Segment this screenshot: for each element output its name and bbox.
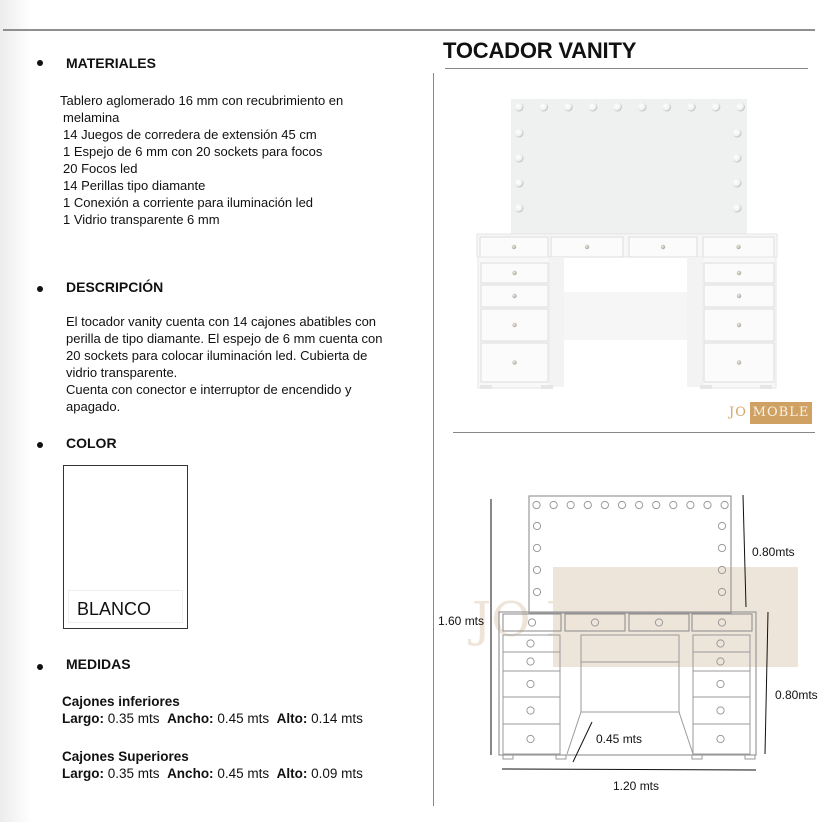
diagram-bulb bbox=[618, 501, 625, 508]
page-title: TOCADOR VANITY bbox=[443, 38, 637, 63]
diagram-drawer bbox=[503, 671, 560, 697]
diagram-drawer bbox=[503, 652, 560, 671]
alto-value: 0.09 mts bbox=[311, 766, 363, 781]
materials-line: 1 Espejo de 6 mm con 20 sockets para focos bbox=[63, 144, 323, 159]
description-line: 20 sockets para colocar iluminación led. Cubierta de bbox=[66, 348, 368, 363]
depth-label: 0.45 mts bbox=[596, 732, 643, 746]
diagram-drawer bbox=[693, 671, 750, 697]
section-heading: DESCRIPCIÓN bbox=[66, 279, 164, 295]
materials-line: 20 Focos led bbox=[63, 161, 138, 176]
diagram-drawer bbox=[503, 724, 560, 754]
diagram-bulb bbox=[533, 522, 540, 529]
diagram-bulb bbox=[670, 501, 677, 508]
diagram-drawer-knob bbox=[527, 735, 534, 742]
diagram-drawer-knob bbox=[527, 707, 534, 714]
materials-line: 1 Vidrio transparente 6 mm bbox=[63, 212, 220, 227]
brand-badge-prefix: JO bbox=[729, 405, 747, 420]
base-height-label: 0.80mts bbox=[775, 688, 818, 702]
alto-label: Alto: bbox=[276, 766, 308, 781]
width-dimension-line bbox=[502, 769, 756, 770]
diagram-drawer bbox=[693, 724, 750, 754]
swatch-color-name: BLANCO bbox=[77, 599, 152, 619]
mirror-height-label: 0.80mts bbox=[752, 545, 795, 559]
diagram-bulb bbox=[704, 501, 711, 508]
section-heading: MATERIALES bbox=[66, 55, 156, 71]
ancho-label: Ancho: bbox=[167, 711, 214, 726]
section-heading: COLOR bbox=[66, 435, 117, 451]
ancho-label: Ancho: bbox=[167, 766, 214, 781]
diagram-bulb bbox=[533, 566, 540, 573]
diagram-bulb bbox=[636, 501, 643, 508]
brand-badge-name: MOBLE bbox=[750, 402, 812, 424]
largo-label: Largo: bbox=[62, 766, 104, 781]
materials-line: 14 Perillas tipo diamante bbox=[63, 178, 206, 193]
measure-group-title: Cajones inferiores bbox=[62, 694, 180, 709]
materials-line: melamina bbox=[63, 110, 120, 125]
ancho-value: 0.45 mts bbox=[217, 766, 270, 781]
diagram-drawer-knob bbox=[717, 680, 724, 687]
measure-group-title: Cajones Superiores bbox=[62, 749, 189, 764]
diagram-bulb bbox=[718, 544, 725, 551]
alto-value: 0.14 mts bbox=[311, 711, 363, 726]
width-label: 1.20 mts bbox=[613, 779, 660, 793]
diagram-bulb bbox=[718, 522, 725, 529]
description-line: vidrio transparente. bbox=[66, 365, 178, 380]
diagram-drawer bbox=[503, 697, 560, 724]
diagram-bulb bbox=[533, 501, 540, 508]
diagram-bulb bbox=[567, 501, 574, 508]
largo-label: Largo: bbox=[62, 711, 104, 726]
largo-value: 0.35 mts bbox=[107, 766, 160, 781]
ancho-value: 0.45 mts bbox=[217, 711, 270, 726]
materials-line: 1 Conexión a corriente para iluminación led bbox=[63, 195, 314, 210]
materials-line: 14 Juegos de corredera de extensión 45 cm bbox=[63, 127, 317, 142]
diagram-bulb bbox=[550, 501, 557, 508]
diagram-drawer-knob bbox=[527, 680, 534, 687]
diagram-bulb bbox=[533, 544, 540, 551]
diagram-bulb bbox=[721, 501, 728, 508]
description-line: apagado. bbox=[66, 399, 121, 414]
diagram-bulb bbox=[653, 501, 660, 508]
description-line: El tocador vanity cuenta con 14 cajones abatibles con bbox=[66, 314, 377, 329]
diagram-bulb bbox=[687, 501, 694, 508]
description-line: Cuenta con conector e interruptor de encendido y bbox=[66, 382, 352, 397]
description-line: perilla de tipo diamante. El espejo de 6 mm cuenta con bbox=[66, 331, 383, 346]
materials-line: Tablero aglomerado 16 mm con recubrimiento en bbox=[60, 93, 344, 108]
diagram-leg-line bbox=[679, 712, 693, 754]
diagram-leg-line bbox=[567, 712, 581, 754]
diagram-drawer-knob bbox=[527, 658, 534, 665]
diagram-bulb bbox=[601, 501, 608, 508]
largo-value: 0.35 mts bbox=[107, 711, 160, 726]
diagram-bulb bbox=[584, 501, 591, 508]
alto-label: Alto: bbox=[276, 711, 308, 726]
section-heading: MEDIDAS bbox=[66, 656, 131, 672]
total-height-label: 1.60 mts bbox=[438, 614, 485, 628]
diagram-drawer-knob bbox=[717, 735, 724, 742]
diagram-drawer-knob bbox=[717, 707, 724, 714]
watermark-text: JO MOBLE bbox=[472, 592, 737, 648]
diagram-drawer bbox=[693, 697, 750, 724]
